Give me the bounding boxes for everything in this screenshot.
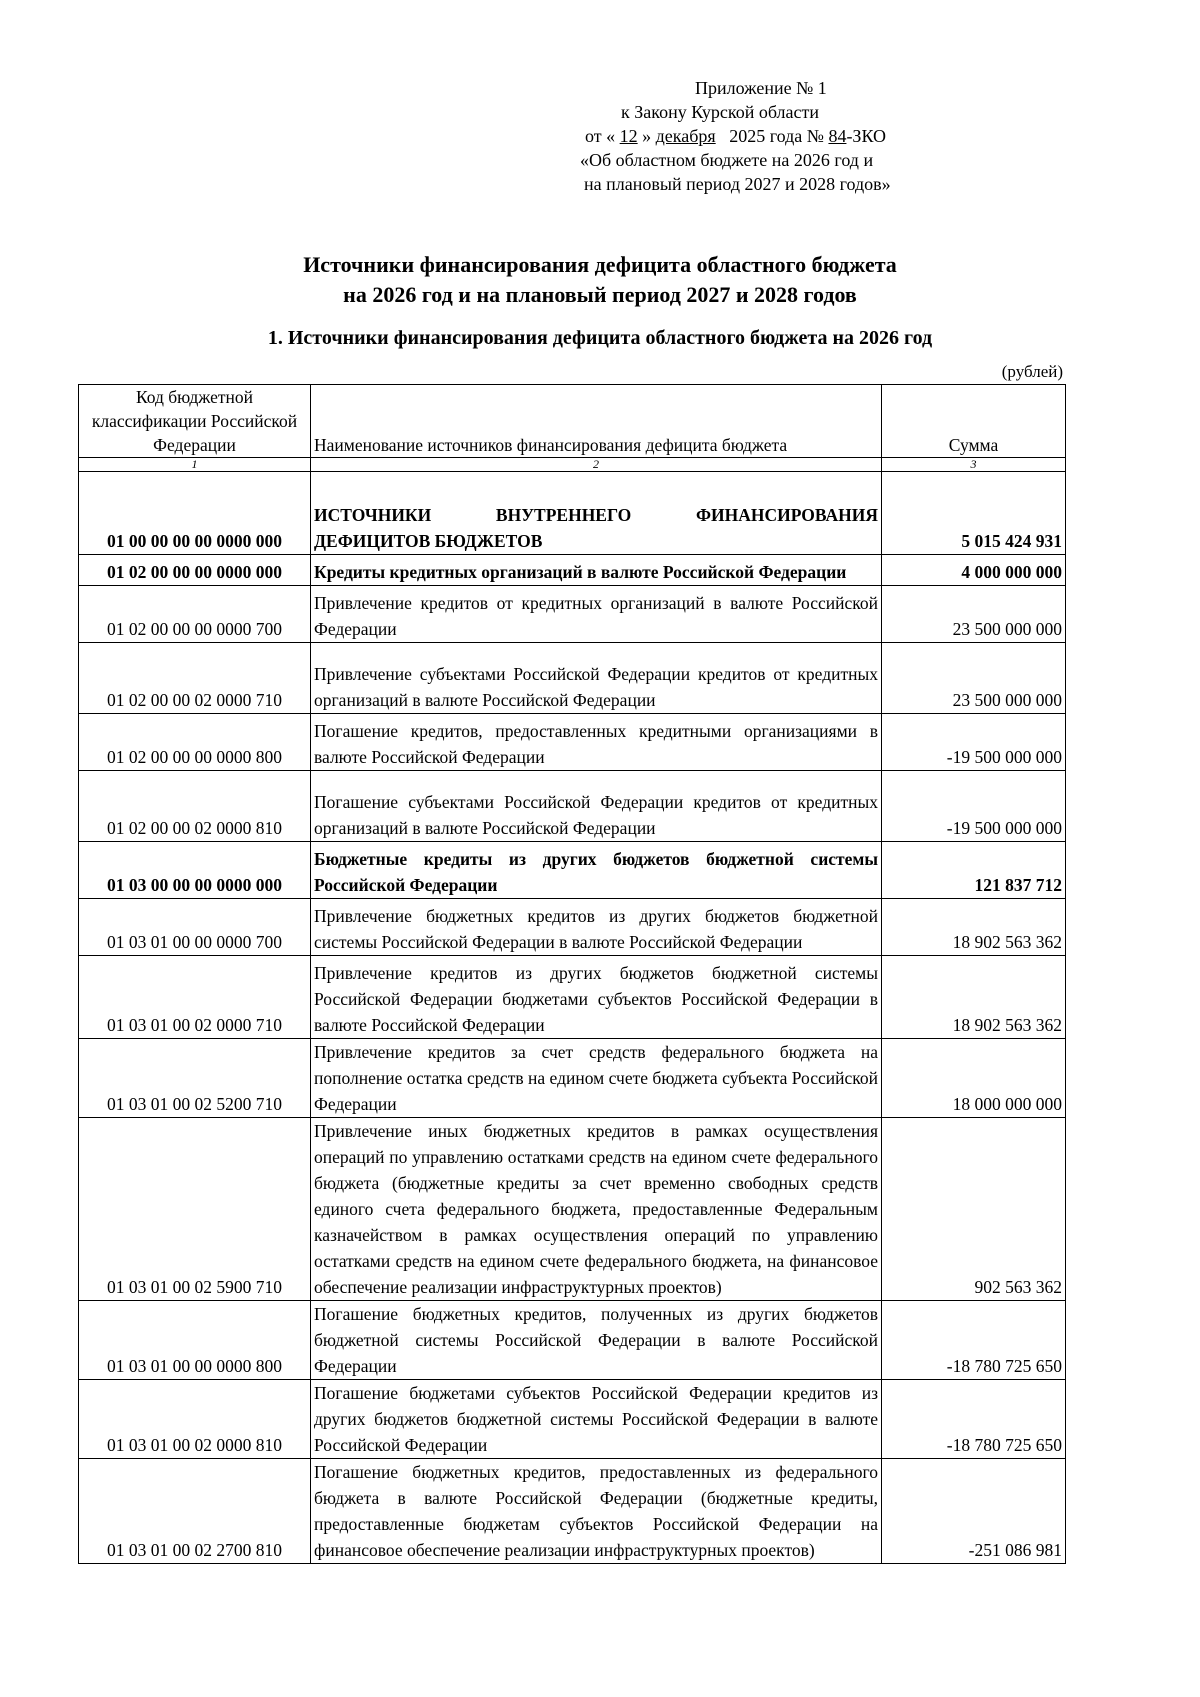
table-row xyxy=(79,1380,1066,1459)
row-name: Погашение бюджетами субъектов Российской Федерации кредитов из других бюджетов бюджетной системы Российской Федерации в валюте Российской Федерации xyxy=(311,1380,882,1459)
appendix-line-4: «Об областном бюджете на 2026 год и xyxy=(580,150,874,170)
table-row xyxy=(79,1118,1066,1301)
page-title-line-1: Источники финансирования дефицита областного бюджета xyxy=(303,252,897,277)
table-row xyxy=(79,643,1066,714)
table-row xyxy=(79,899,1066,956)
date-year: 2025 года № xyxy=(729,126,824,146)
date-month: декабря xyxy=(655,126,716,146)
row-code: 01 02 00 00 02 0000 810 xyxy=(79,771,311,842)
row-sum: -19 500 000 000 xyxy=(882,771,1066,842)
table-row xyxy=(79,472,1066,555)
row-sum: 121 837 712 xyxy=(882,842,1066,899)
table-row xyxy=(79,555,1066,586)
row-name: Привлечение кредитов от кредитных организаций в валюте Российской Федерации xyxy=(311,586,882,643)
table-header-row xyxy=(79,385,1066,458)
row-code: 01 03 01 00 02 0000 810 xyxy=(79,1380,311,1459)
page-title-line-2: на 2026 год и на плановый период 2027 и 2028 годов xyxy=(343,282,857,307)
table-body xyxy=(79,472,1066,1564)
column-number-2: 2 xyxy=(311,458,882,472)
table-row xyxy=(79,1301,1066,1380)
date-prefix: от « xyxy=(585,126,616,146)
row-code: 01 02 00 00 02 0000 710 xyxy=(79,643,311,714)
row-code: 01 03 01 00 00 0000 800 xyxy=(79,1301,311,1380)
column-number-3: 3 xyxy=(882,458,1066,472)
table-row xyxy=(79,1039,1066,1118)
row-name: Привлечение субъектами Российской Федерации кредитов от кредитных организаций в валюте Российской Федерации xyxy=(311,643,882,714)
row-code: 01 03 01 00 02 0000 710 xyxy=(79,956,311,1039)
row-name: ИСТОЧНИКИ ВНУТРЕННЕГО ФИНАНСИРОВАНИЯ ДЕФИЦИТОВ БЮДЖЕТОВ xyxy=(311,472,882,555)
header-sum: Сумма xyxy=(882,385,1066,458)
law-suffix: -ЗКО xyxy=(846,126,887,146)
row-sum: -18 780 725 650 xyxy=(882,1380,1066,1459)
row-code: 01 02 00 00 00 0000 700 xyxy=(79,586,311,643)
appendix-line-3 xyxy=(560,124,980,148)
row-sum: 18 902 563 362 xyxy=(882,956,1066,1039)
appendix-block xyxy=(560,76,980,196)
row-name: Привлечение кредитов за счет средств федерального бюджета на пополнение остатка средств на едином счете бюджета субъекта Российской Федерации xyxy=(311,1039,882,1118)
sources-table xyxy=(78,384,1066,1564)
row-sum: 4 000 000 000 xyxy=(882,555,1066,586)
row-code: 01 03 01 00 02 5900 710 xyxy=(79,1118,311,1301)
table-row xyxy=(79,842,1066,899)
appendix-line-2: к Закону Курской области xyxy=(621,102,819,122)
page-title xyxy=(0,250,1200,310)
row-sum: 5 015 424 931 xyxy=(882,472,1066,555)
row-sum: 23 500 000 000 xyxy=(882,586,1066,643)
row-name: Погашение бюджетных кредитов, полученных из других бюджетов бюджетной системы Российской Федерации в валюте Российской Федерации xyxy=(311,1301,882,1380)
row-code: 01 03 01 00 02 5200 710 xyxy=(79,1039,311,1118)
row-name: Привлечение иных бюджетных кредитов в рамках осуществления операций по управлению остатками средств на едином счете федерального бюджета (бюджетные кредиты за счет временно свободных средств единого счета федерального бюджета, предоставленные Федеральным казначейством в рамках осуществления операций по управлению остатками средств на едином счете федерального бюджета, на финансовое обеспечение реализации инфраструктурных проектов) xyxy=(311,1118,882,1301)
row-sum: 902 563 362 xyxy=(882,1118,1066,1301)
row-name: Погашение кредитов, предоставленных кредитными организациями в валюте Российской Федерации xyxy=(311,714,882,771)
units-label: (рублей) xyxy=(1001,362,1063,381)
date-mid: » xyxy=(642,126,652,146)
row-sum: 18 000 000 000 xyxy=(882,1039,1066,1118)
appendix-line-1: Приложение № 1 xyxy=(695,78,827,98)
law-number: 84 xyxy=(828,126,847,146)
table-row xyxy=(79,714,1066,771)
row-sum: -18 780 725 650 xyxy=(882,1301,1066,1380)
table-row xyxy=(79,956,1066,1039)
section-title: 1. Источники финансирования дефицита областного бюджета на 2026 год xyxy=(267,327,933,349)
row-name: Кредиты кредитных организаций в валюте Российской Федерации xyxy=(311,555,882,586)
row-code: 01 02 00 00 00 0000 800 xyxy=(79,714,311,771)
row-name: Погашение субъектами Российской Федерации кредитов от кредитных организаций в валюте Российской Федерации xyxy=(311,771,882,842)
header-name: Наименование источников финансирования дефицита бюджета xyxy=(311,385,882,458)
row-sum: -251 086 981 xyxy=(882,1459,1066,1564)
row-name: Привлечение кредитов из других бюджетов бюджетной системы Российской Федерации бюджетами субъектов Российской Федерации в валюте Российской Федерации xyxy=(311,956,882,1039)
row-sum: 23 500 000 000 xyxy=(882,643,1066,714)
row-code: 01 03 01 00 02 2700 810 xyxy=(79,1459,311,1564)
row-code: 01 03 01 00 00 0000 700 xyxy=(79,899,311,956)
header-code: Код бюджетной классификации Российской Федерации xyxy=(79,385,311,458)
date-day: 12 xyxy=(619,126,638,146)
row-sum: 18 902 563 362 xyxy=(882,899,1066,956)
row-name: Привлечение бюджетных кредитов из других бюджетов бюджетной системы Российской Федерации в валюте Российской Федерации xyxy=(311,899,882,956)
column-number-row xyxy=(79,458,1066,472)
row-code: 01 02 00 00 00 0000 000 xyxy=(79,555,311,586)
row-sum: -19 500 000 000 xyxy=(882,714,1066,771)
table-row xyxy=(79,1459,1066,1564)
row-name: Погашение бюджетных кредитов, предоставленных из федерального бюджета в валюте Российской Федерации (бюджетные кредиты, предоставленные бюджетам субъектов Российской Федерации на финансовое обеспечение реализации инфраструктурных проектов) xyxy=(311,1459,882,1564)
appendix-line-5: на плановый период 2027 и 2028 годов» xyxy=(584,174,891,194)
table-row xyxy=(79,586,1066,643)
column-number-1: 1 xyxy=(79,458,311,472)
row-code: 01 00 00 00 00 0000 000 xyxy=(79,472,311,555)
table-row xyxy=(79,771,1066,842)
row-name: Бюджетные кредиты из других бюджетов бюджетной системы Российской Федерации xyxy=(311,842,882,899)
row-code: 01 03 00 00 00 0000 000 xyxy=(79,842,311,899)
